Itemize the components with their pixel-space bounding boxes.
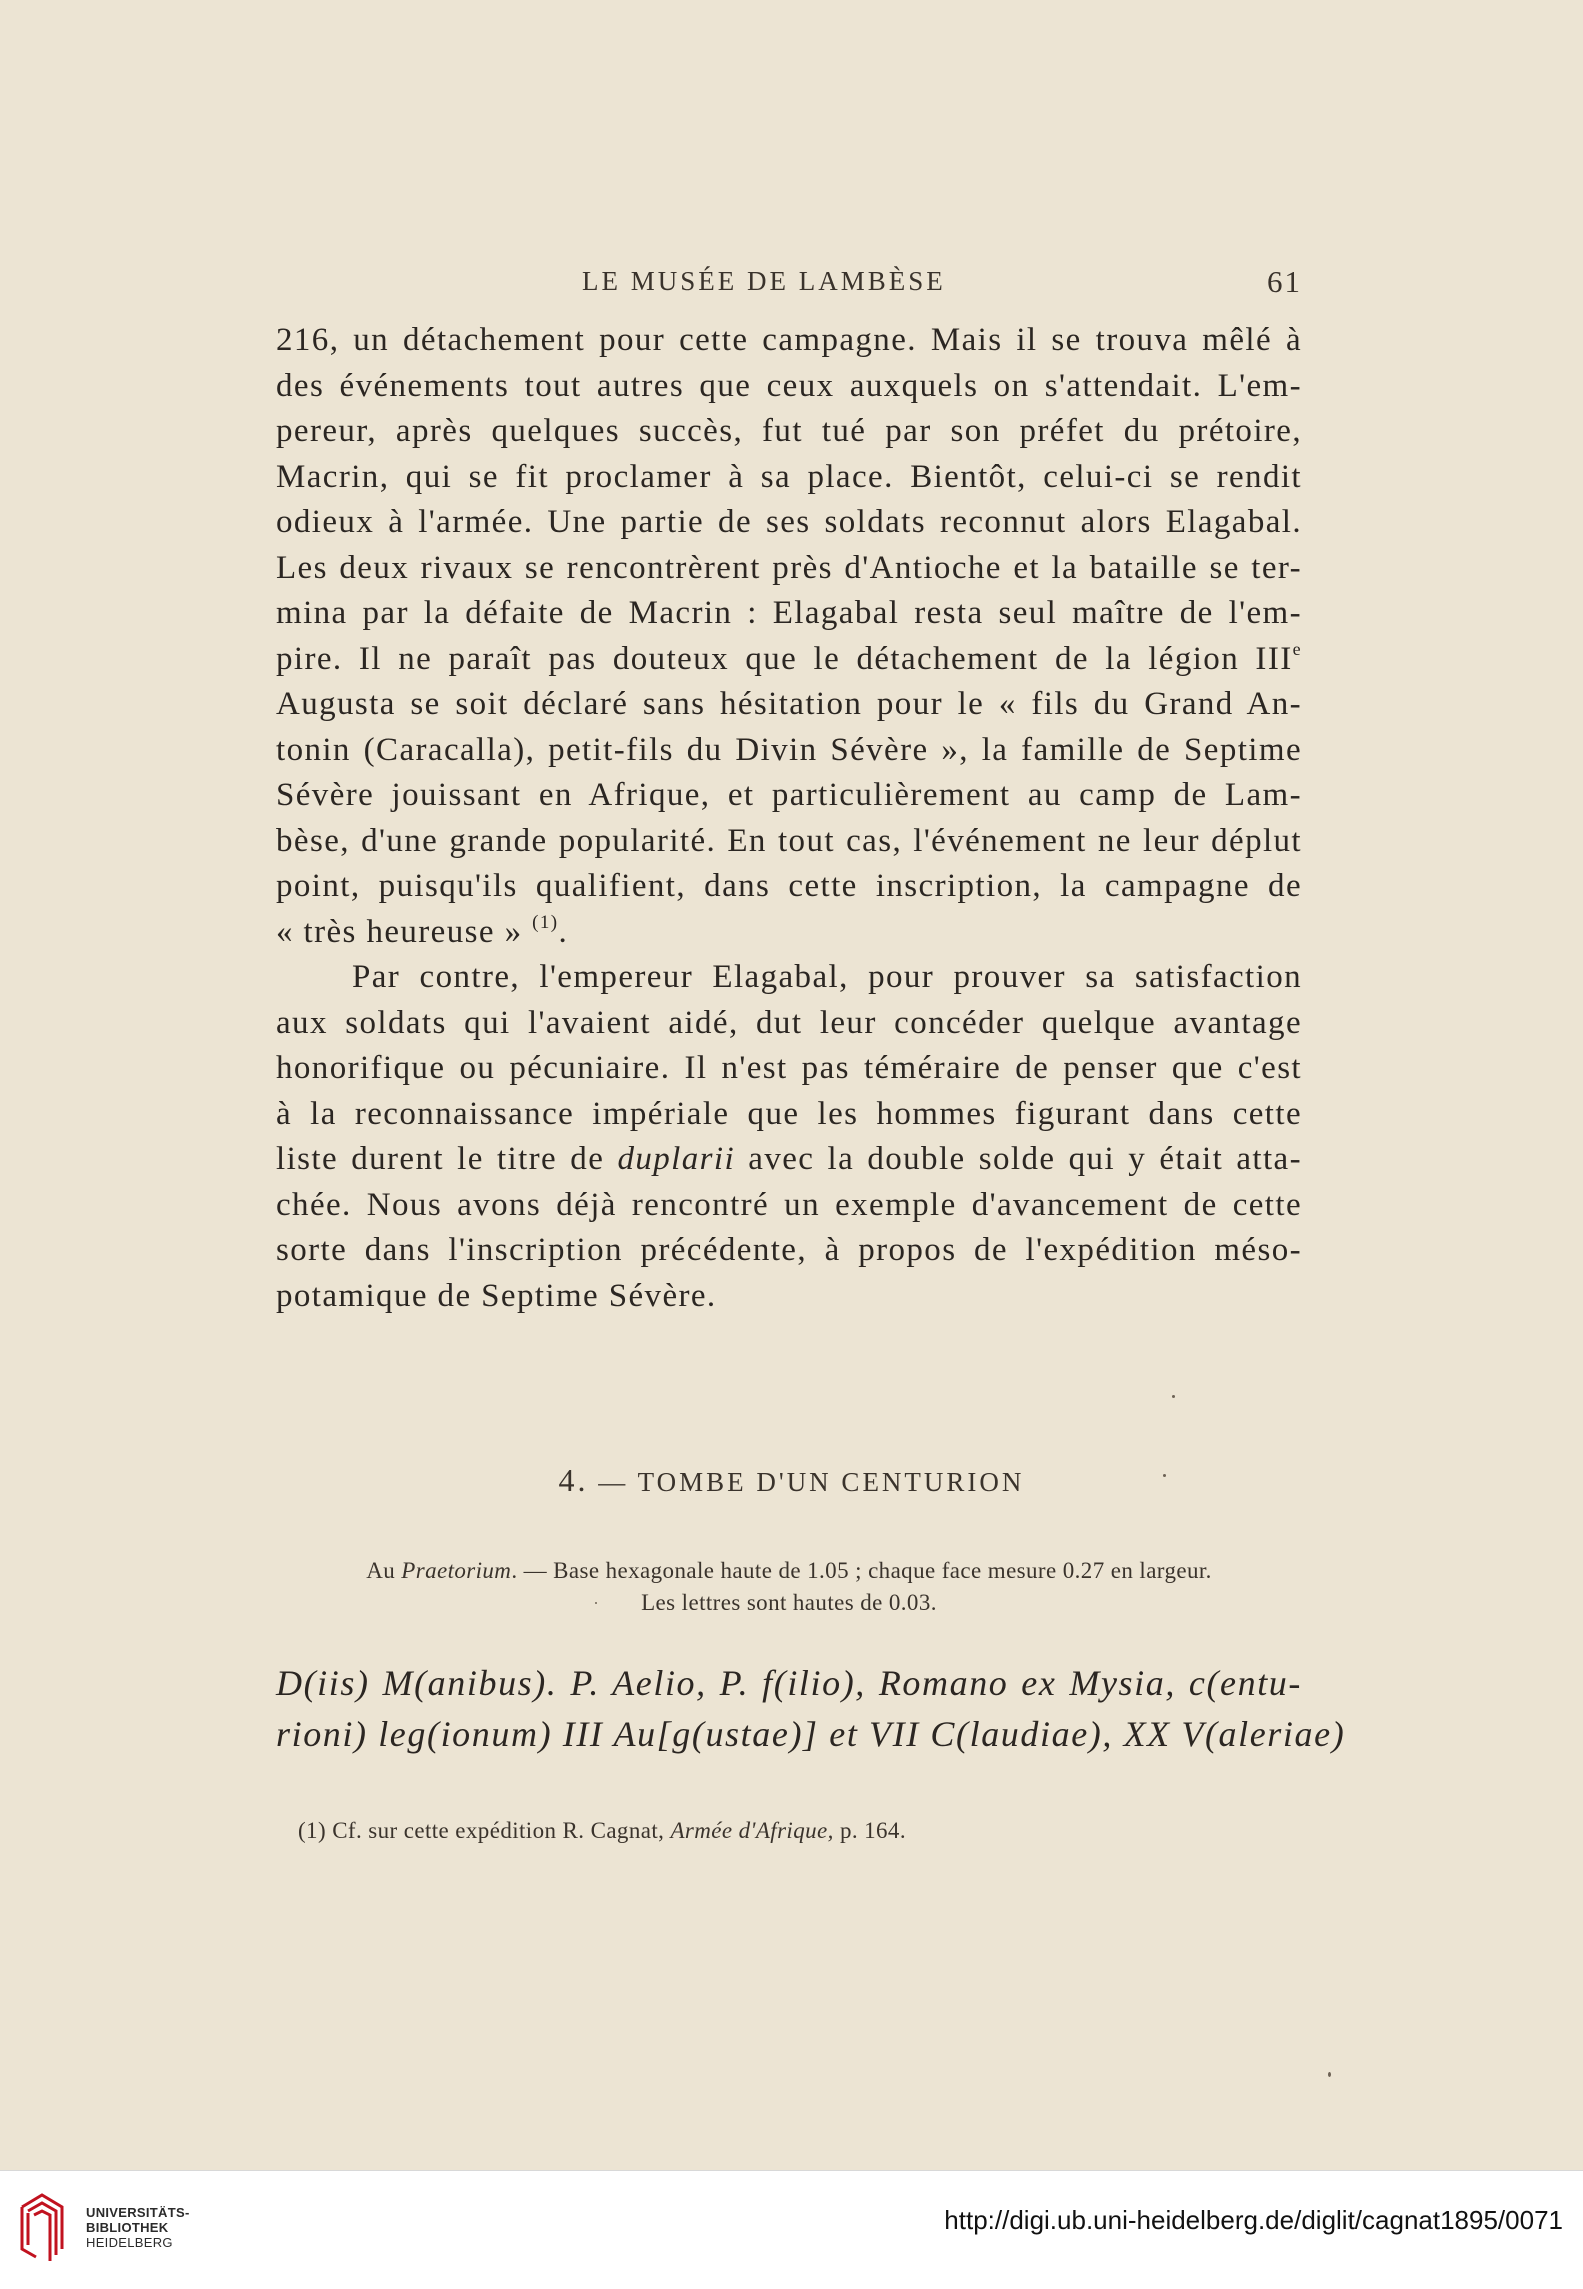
description-line [276, 1555, 1302, 1587]
description-text: . — Base hexagonale haute de 1.05 ; chaque face mesure 0.27 en largeur. [511, 1558, 1212, 1583]
body-text [276, 318, 1302, 1319]
text-line: Augusta se soit déclaré sans hésitation pour le « fils du Grand An- [276, 686, 1302, 722]
section-title: TOMBE D'UN CENTURION [637, 1467, 1025, 1497]
description-place: Praetorium [401, 1558, 512, 1583]
text-line: des événements tout autres que ceux auxquels on s'attendait. L'em- [276, 367, 1302, 404]
footnote-number: (1) [298, 1818, 327, 1843]
description-line: Les lettres sont hautes de 0.03. [641, 1590, 937, 1615]
text-line: bèse, d'une grande popularité. En tout cas, l'événement ne leur déplut [276, 822, 1302, 859]
text-line: odieux à l'armée. Une partie de ses soldats reconnut alors Elagabal. [276, 504, 1302, 540]
text-line: Sévère jouissant en Afrique, et particulièrement au camp de Lam- [276, 777, 1302, 813]
paper-speck [595, 1602, 597, 1604]
paper-speck [1163, 1474, 1166, 1477]
text-line: point, puisqu'ils qualifient, dans cette inscription, la campagne de [276, 868, 1302, 904]
text-line: aux soldats qui l'avaient aidé, dut leur concéder quelque avantage [276, 1004, 1302, 1041]
inscription-line: rioni) leg(ionum) III Au[g(ustae)] et VII C(laudiae), XX V(aleriae) [276, 1714, 1346, 1754]
text-line [276, 910, 1302, 956]
page-number: 61 [1267, 264, 1302, 299]
text-line: à la reconnaissance impériale que les hommes figurant dans cette [276, 1095, 1302, 1132]
text-fragment: . [558, 913, 569, 950]
text-line: mina par la défaite de Macrin : Elagabal resta seul maître de l'em- [276, 595, 1302, 631]
library-name-line: BIBLIOTHEK [86, 2220, 169, 2235]
inscription-line: D(iis) M(anibus). P. Aelio, P. f(ilio), Romano ex Mysia, c(entu- [276, 1663, 1302, 1703]
section-heading [0, 1462, 1583, 1499]
text-fragment: « très heureuse » [276, 913, 523, 950]
running-head-title: LE MUSÉE DE LAMBÈSE [582, 266, 946, 296]
section-number: 4. [558, 1462, 589, 1498]
footnote [298, 1818, 906, 1844]
text-line: Par contre, l'empereur Elagabal, pour prouver sa satisfaction [352, 959, 1302, 995]
text-line: Macrin, qui se fit proclamer à sa place. Bientôt, celui-ci se rendit [276, 458, 1302, 495]
footnote-reference[interactable]: (1) [532, 911, 559, 933]
text-line: potamique de Septime Sévère. [276, 1277, 717, 1314]
text-line: Les deux rivaux se rencontrèrent près d'Antioche et la bataille se ter- [276, 549, 1302, 586]
italic-term: duplarii [617, 1141, 736, 1177]
text-line: tonin (Caracalla), petit-fils du Divin Sévère », la famille de Septime [276, 731, 1302, 768]
text-line: pereur, après quelques succès, fut tué par son préfet du prétoire, [276, 413, 1302, 449]
text-line: chée. Nous avons déjà rencontré un exemple d'avancement de cette [276, 1186, 1302, 1223]
text-fragment: liste durent le titre de [276, 1141, 605, 1177]
text-line [276, 637, 1302, 683]
library-name [86, 2205, 190, 2250]
library-name-line: UNIVERSITÄTS- [86, 2205, 190, 2220]
library-name-line: HEIDELBERG [86, 2235, 173, 2250]
inscription-text [276, 1658, 1346, 1760]
superscript: e [1292, 638, 1302, 659]
text-line: 216, un détachement pour cette campagne. Mais il se trouva mêlé à [276, 322, 1302, 358]
text-fragment: pire. Il ne paraît pas douteux que le détachement de la légion III [276, 640, 1293, 677]
text-line: sorte dans l'inscription précédente, à propos de l'expédition méso- [276, 1232, 1302, 1268]
text-line [276, 1137, 1302, 1183]
footnote-text: Cf. sur cette expédition R. Cagnat, [332, 1818, 665, 1843]
library-logo-icon [14, 2191, 70, 2265]
paper-speck [1172, 1395, 1175, 1398]
paper-speck [1328, 2072, 1331, 2077]
text-fragment: avec la double solde qui y était atta- [748, 1141, 1302, 1177]
footnote-end: p. 164. [839, 1818, 906, 1843]
monument-description [276, 1555, 1302, 1619]
footnote-title: Armée d'Afrique, [670, 1818, 834, 1843]
source-url[interactable]: http://digi.ub.uni-heidelberg.de/diglit/cagnat1895/0071 [944, 2205, 1563, 2235]
library-footer [0, 2170, 1583, 2289]
description-prefix: Au [366, 1558, 396, 1583]
section-dash: — [598, 1467, 629, 1497]
text-line: honorifique ou pécuniaire. Il n'est pas téméraire de penser que c'est [276, 1050, 1302, 1086]
